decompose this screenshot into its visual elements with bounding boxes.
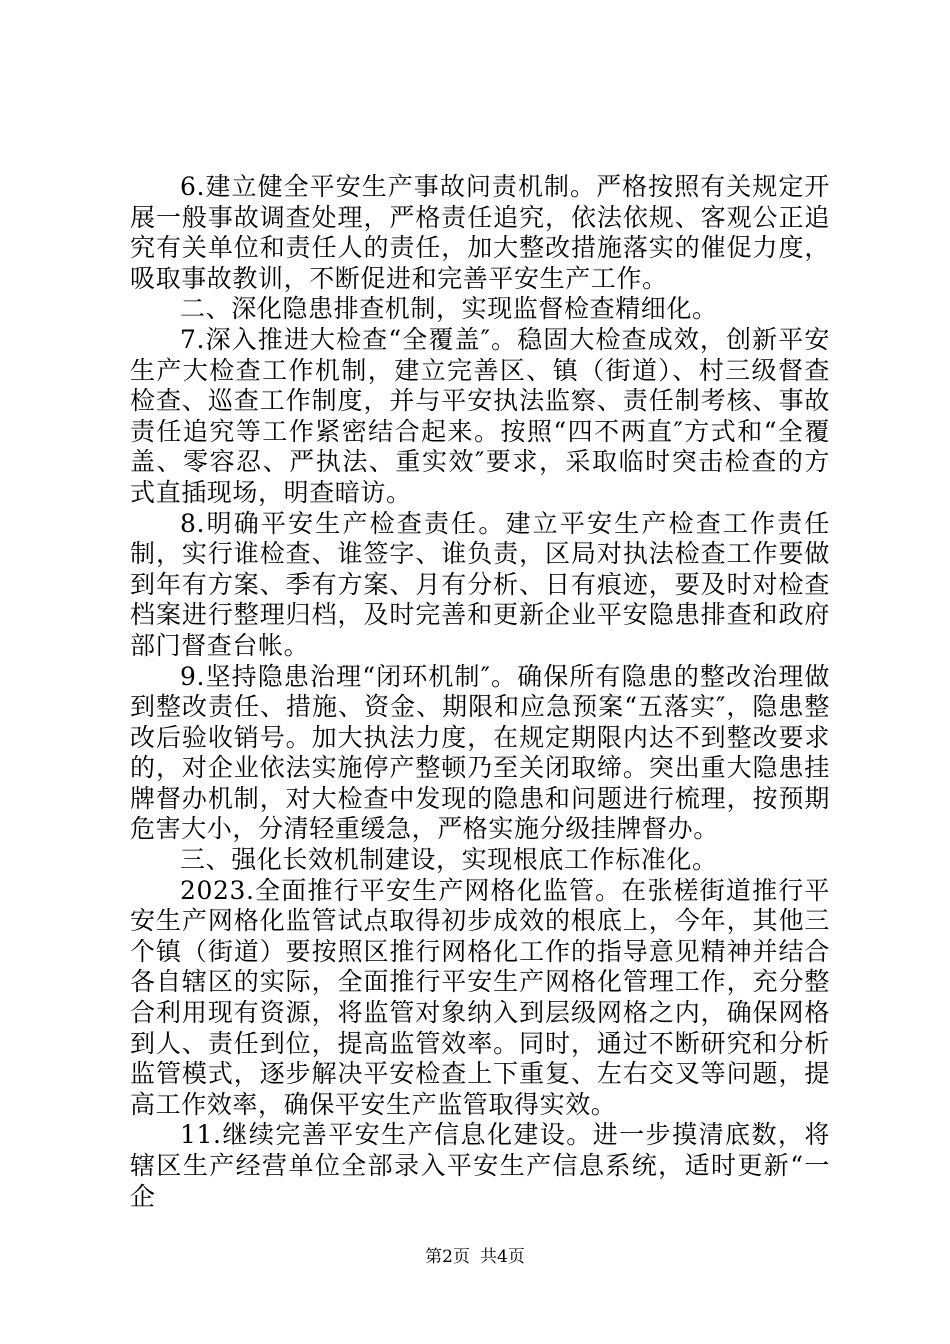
paragraph-item-6: 6.建立健全平安生产事故问责机制。严格按照有关规定开展一般事故调查处理，严格责任追究，依法依规、客观公正追究有关单位和责任人的责任，加大整改措施落实的催促力度，吸取事故教训，不断促进和完善平安生产工作。 (130, 172, 830, 293)
page-footer (0, 1246, 950, 1268)
paragraph-item-8: 8.明确平安生产检查责任。建立平安生产检查工作责任制，实行谁检查、谁签字、谁负责，区局对执法检查工作要做到年有方案、季有方案、月有分析、日有痕迹，要及时对检查档案进行整理归档，及时完善和更新企业平安隐患排查和政府部门督查台帐。 (130, 508, 830, 660)
document-body (130, 172, 830, 1212)
section-heading-3: 三、强化长效机制建设，实现根底工作标准化。 (180, 845, 718, 875)
paragraph-item-11: 11.继续完善平安生产信息化建设。进一步摸清底数，将辖区生产经营单位全部录入平安生产信息系统，适时更新“一企 (130, 1120, 830, 1211)
section-heading-2: 二、深化隐患排查机制，实现监督检查精细化。 (180, 294, 718, 324)
page-total: 共4页 (480, 1247, 525, 1267)
paragraph-item-9: 9.坚持隐患治理“闭环机制″。确保所有隐患的整改治理做到整改责任、措施、资金、期限和应急预案“五落实″，隐患整改后验收销号。加大执法力度，在规定期限内达不到整改要求的，对企业依法实施停产整顿乃至关闭取缔。突出重大隐患挂牌督办机制，对大检查中发现的隐患和问题进行梳理，按预期危害大小，分清轻重缓急，严格实施分级挂牌督办。 (130, 661, 830, 844)
paragraph-item-10: 2023.全面推行平安生产网格化监管。在张槎街道推行平安生产网格化监管试点取得初步成效的根底上，今年，其他三个镇（街道）要按照区推行网格化工作的指导意见精神并结合各自辖区的实际，全面推行平安生产网格化管理工作，充分整合利用现有资源，将监管对象纳入到层级网格之内，确保网格到人、责任到位，提高监管效率。同时，通过不断研究和分析监管模式，逐步解决平安检查上下重复、左右交叉等问题，提高工作效率，确保平安生产监管取得实效。 (130, 875, 830, 1119)
paragraph-item-7: 7.深入推进大检查“全覆盖″。稳固大检查成效，创新平安生产大检查工作机制，建立完善区、镇（街道）、村三级督查检查、巡查工作制度，并与平安执法监察、责任制考核、事故责任追究等工作紧密结合起来。按照“四不两直″方式和“全覆盖、零容忍、严执法、重实效″要求，采取临时突击检查的方式直插现场，明查暗访。 (130, 324, 830, 507)
page-number: 第2页 (425, 1247, 470, 1267)
